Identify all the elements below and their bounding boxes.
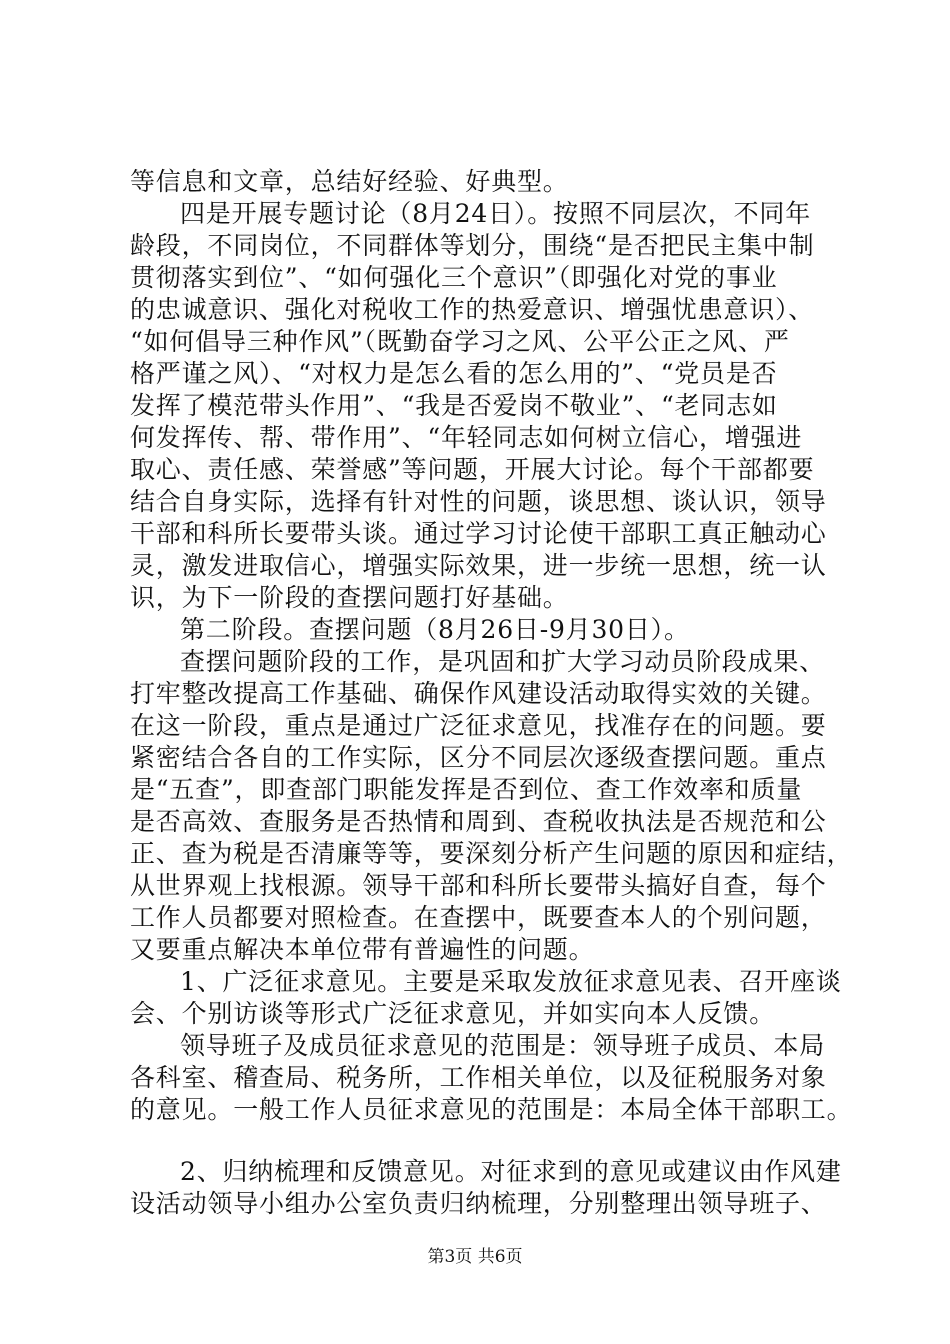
text-line: 贯彻落实到位”、“如何强化三个意识”（即强化对党的事业: [130, 263, 778, 292]
text-line: 识，为下一阶段的查摆问题打好基础。: [130, 583, 569, 612]
text-line: 发挥了模范带头作用”、“我是否爱岗不敬业”、“老同志如: [130, 391, 778, 420]
text-line: 灵，激发进取信心，增强实际效果，进一步统一思想，统一认: [130, 551, 827, 580]
text-line: 正、查为税是否清廉等等，要深刻分析产生问题的原因和症结，: [130, 839, 853, 868]
paragraph-item-1: [130, 966, 842, 1030]
text-line: 结合自身实际，选择有针对性的问题，谈思想、谈认识，领导: [130, 487, 827, 516]
text-line: 何发挥传、帮、带作用”、“年轻同志如何树立信心，增强进: [130, 423, 803, 452]
text-line: 各科室、稽查局、税务所，工作相关单位，以及征税服务对象: [130, 1063, 827, 1092]
text-line: 的意见。一般工作人员征求意见的范围是：本局全体干部职工。: [130, 1095, 853, 1124]
page-number: 第3页 共6页: [427, 1247, 523, 1267]
text-line: 在这一阶段，重点是通过广泛征求意见，找准存在的问题。要: [130, 711, 827, 740]
paragraph-spacer: [130, 1126, 842, 1156]
text-line: 的忠诚意识、强化对税收工作的热爱意识、增强忧患意识）、: [130, 295, 815, 324]
text-line: 1、广泛征求意见。主要是采取发放征求意见表、召开座谈: [180, 967, 842, 996]
text-line: 取心、责任感、荣誉感”等问题，开展大讨论。每个干部都要: [130, 455, 815, 484]
text-line: 设活动领导小组办公室负责归纳梳理，分别整理出领导班子、: [130, 1189, 827, 1218]
text-line: “如何倡导三种作风”（既勤奋学习之风、公平公正之风、严: [130, 327, 790, 356]
section-heading: 第二阶段。查摆问题（8月26日-9月30日）。: [180, 615, 690, 644]
document-body: [130, 166, 853, 1220]
text-line: 四是开展专题讨论（8月24日）。按照不同层次，不同年: [180, 199, 812, 228]
text-line: 领导班子及成员征求意见的范围是：领导班子成员、本局: [180, 1031, 826, 1060]
text-line: 格严谨之风）、“对权力是怎么看的怎么用的”、“党员是否: [130, 359, 778, 388]
text-line: 2、归纳梳理和反馈意见。对征求到的意见或建议由作风建: [180, 1157, 842, 1186]
text-line: 会、个别访谈等形式广泛征求意见，并如实向本人反馈。: [130, 999, 776, 1028]
paragraph-item-2: [130, 1156, 842, 1220]
paragraph-stage-two-heading: [130, 614, 842, 646]
text-line: 紧密结合各自的工作实际，区分不同层次逐级查摆问题。重点: [130, 743, 827, 772]
text-line: 又要重点解决本单位带有普遍性的问题。: [130, 935, 595, 964]
paragraph-scope: [130, 1030, 853, 1126]
text-line: 等信息和文章，总结好经验、好典型。: [130, 167, 569, 196]
text-line: 是“五查”，即查部门职能发挥是否到位、查工作效率和质量: [130, 775, 803, 804]
paragraph-stage-two-body: [130, 646, 853, 966]
paragraph-topic-discussion: [130, 198, 842, 614]
text-line: 从世界观上找根源。领导干部和科所长要带头搞好自查，每个: [130, 871, 827, 900]
text-line: 龄段，不同岗位，不同群体等划分，围绕“是否把民主集中制: [130, 231, 815, 260]
text-line: 查摆问题阶段的工作，是巩固和扩大学习动员阶段成果、: [180, 647, 826, 676]
text-line: 工作人员都要对照检查。在查摆中，既要查本人的个别问题，: [130, 903, 827, 932]
paragraph-continuation: [130, 166, 842, 198]
text-line: 打牢整改提高工作基础、确保作风建设活动取得实效的关键。: [130, 679, 827, 708]
text-line: 是否高效、查服务是否热情和周到、查税收执法是否规范和公: [130, 807, 827, 836]
text-line: 干部和科所长要带头谈。通过学习讨论使干部职工真正触动心: [130, 519, 827, 548]
